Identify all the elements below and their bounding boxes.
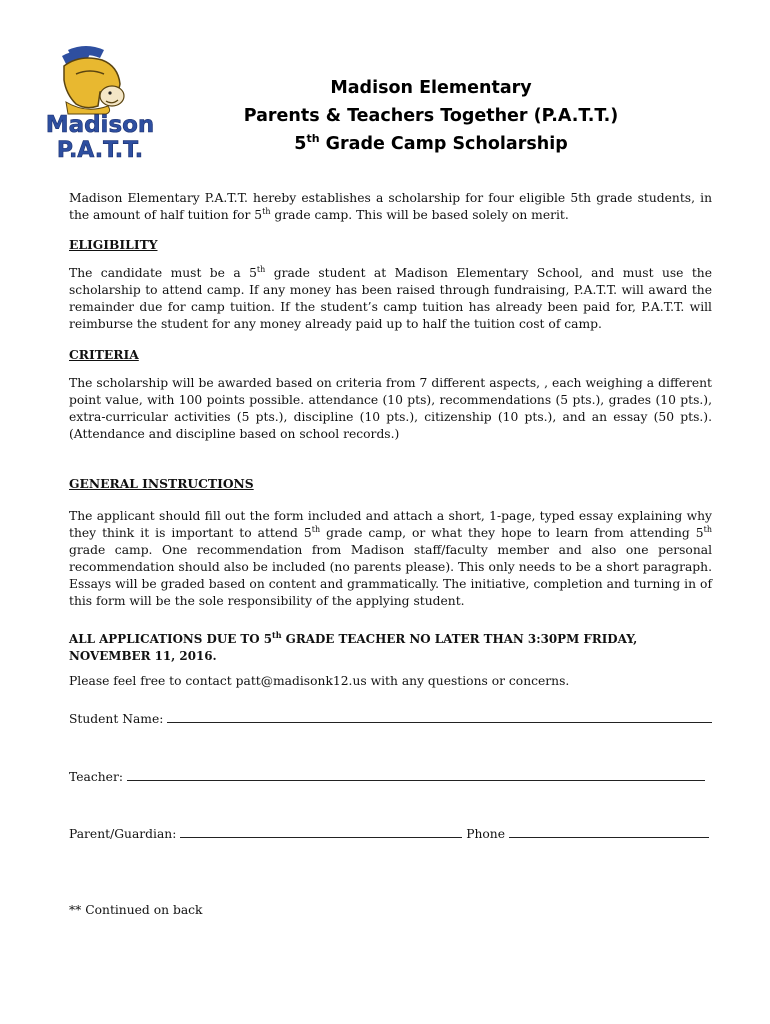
teacher-field[interactable] (127, 768, 705, 781)
eligibility-heading: ELIGIBILITY (69, 237, 158, 252)
parent-guardian-row (69, 825, 709, 843)
general-instructions-heading: GENERAL INSTRUCTIONS (69, 476, 254, 491)
contact-line: Please feel free to contact patt@madisonk12.us with any questions or concerns. (69, 674, 570, 688)
title-line-organization: Parents & Teachers Together (P.A.T.T.) (243, 106, 619, 126)
parent-guardian-label: Parent/Guardian: (69, 827, 181, 841)
madison-patt-logo (46, 44, 156, 162)
teacher-row (69, 768, 705, 786)
intro-paragraph: Madison Elementary P.A.T.T. hereby establishes a scholarship for four eligible 5th grade students, in the amount of half tuition for 5th grade camp. This will be based solely on merit. (69, 191, 712, 222)
student-name-field[interactable] (167, 710, 712, 723)
criteria-paragraph: The scholarship will be awarded based on criteria from 7 different aspects, , each weighing a different point value, with 100 points possible. attendance (10 pts), recommendations (5 pts.), grades (10 pts.), extra-curricular activities (5 pts.), discipline (10 pts.), citizenship (10 pts.), and an essay (50 pts.). (Attendance and discipline based on school records.) (69, 376, 712, 441)
phone-field[interactable] (509, 825, 709, 838)
deadline-notice: ALL APPLICATIONS DUE TO 5th GRADE TEACHER NO LATER THAN 3:30PM FRIDAY, NOVEMBER 11, 2016. (69, 630, 638, 663)
student-name-label: Student Name: (69, 712, 168, 726)
title-line-school: Madison Elementary (330, 78, 532, 98)
teacher-label: Teacher: (69, 770, 127, 784)
parent-guardian-field[interactable] (180, 825, 462, 838)
phone-label: Phone (462, 827, 509, 841)
svg-text:Madison: Madison (46, 112, 155, 138)
svg-text:P.A.T.T.: P.A.T.T. (56, 138, 144, 162)
document-title (150, 74, 712, 158)
title-line-scholarship: 5th Grade Camp Scholarship (294, 132, 568, 154)
student-name-row (69, 710, 712, 728)
criteria-heading: CRITERIA (69, 347, 139, 362)
spartan-mascot-icon (46, 44, 156, 162)
eligibility-paragraph: The candidate must be a 5th grade student at Madison Elementary School, and must use the scholarship to attend camp. If any money has been raised through fundraising, P.A.T.T. will award the remainder due for camp tuition. If the student’s camp tuition has already been paid for, P.A.T.T. will reimburse the student for any money already paid up to half the tuition cost of camp. (69, 265, 712, 331)
general-instructions-paragraph: The applicant should fill out the form included and attach a short, 1-page, typed essay explaining why they think it is important to attend 5th grade camp, or what they hope to learn from attending 5th grade camp. One recommendation from Madison staff/faculty member and also one personal recommendation should also be included (no parents please). This only needs to be a short paragraph. Essays will be graded based on content and grammatically. The initiative, completion and turning in of this form will be the sole responsibility of the applying student. (69, 509, 712, 608)
continued-on-back-note: ** Continued on back (69, 903, 203, 917)
